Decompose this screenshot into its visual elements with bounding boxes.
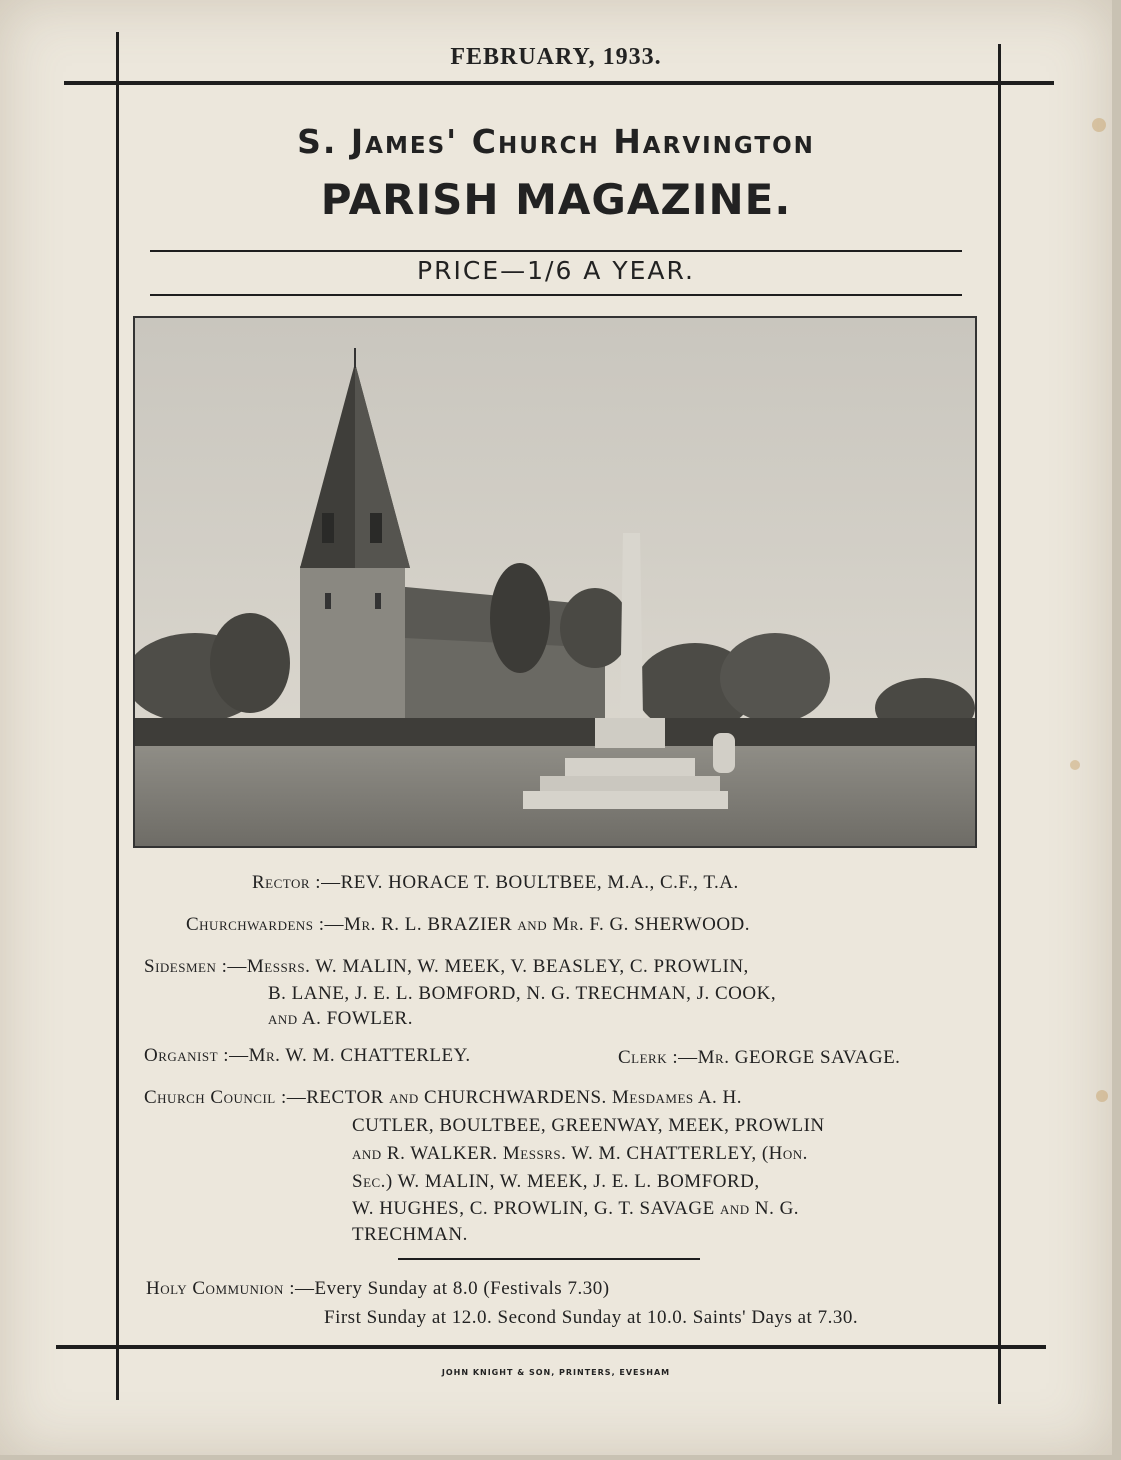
rector-line: [252, 872, 739, 894]
churchwardens-line: [186, 914, 750, 936]
rector-value: REV. HORACE T. BOULTBEE, M.A., C.F., T.A.: [340, 872, 739, 893]
council-text-1: RECTOR and CHURCHWARDENS. Mesdames A. H.: [306, 1087, 743, 1108]
communion-line-1: [146, 1278, 610, 1300]
clerk-label: Clerk :—: [618, 1047, 698, 1068]
communion-text-2: First Sunday at 12.0. Second Sunday at 10.0. Saints' Days at 7.30.: [324, 1307, 859, 1328]
sidesmen-label: Sidesmen :—: [144, 956, 247, 977]
council-text-5: W. HUGHES, C. PROWLIN, G. T. SAVAGE and N. G.: [352, 1198, 800, 1219]
council-text-4: Sec.) W. MALIN, W. MEEK, J. E. L. BOMFORD,: [352, 1171, 760, 1192]
communion-label: Holy Communion :—: [146, 1278, 315, 1299]
rector-label: Rector :—: [252, 872, 341, 893]
clerk-value: Mr. GEORGE SAVAGE.: [697, 1047, 901, 1068]
right-vertical-rule: [998, 44, 1001, 1404]
paper-stain: [1096, 1090, 1108, 1102]
magazine-title: PARISH MAGAZINE.: [320, 175, 792, 224]
printer-imprint: JOHN KNIGHT & SON, PRINTERS, EVESHAM: [441, 1368, 671, 1377]
council-text-6: TRECHMAN.: [352, 1224, 468, 1245]
communion-text-1: Every Sunday at 8.0 (Festivals 7.30): [314, 1278, 610, 1299]
churchwardens-label: Churchwardens :—: [186, 914, 345, 935]
clerk-line: [618, 1047, 900, 1069]
left-vertical-rule: [116, 32, 119, 1400]
church-photograph: [133, 316, 977, 848]
church-name: S. James' Church Harvington: [297, 122, 815, 161]
sidesmen-names-1: Messrs. W. MALIN, W. MEEK, V. BEASLEY, C. PROWLIN,: [246, 956, 749, 977]
sidesmen-names-2: B. LANE, J. E. L. BOMFORD, N. G. TRECHMAN, J. COOK,: [268, 983, 777, 1004]
paper-stain: [1070, 760, 1080, 770]
organist-line: [144, 1045, 471, 1067]
bottom-horizontal-rule: [56, 1345, 1046, 1349]
council-line-1: [144, 1087, 742, 1109]
price-rule-bottom: [150, 294, 962, 296]
church-photo-illustration: [135, 318, 975, 846]
section-divider: [398, 1258, 700, 1260]
council-text-2: CUTLER, BOULTBEE, GREENWAY, MEEK, PROWLIN: [352, 1115, 825, 1136]
top-horizontal-rule: [64, 81, 1054, 85]
issue-date: FEBRUARY, 1933.: [450, 44, 662, 70]
price-rule-top: [150, 250, 962, 252]
council-text-3: and R. WALKER. Messrs. W. M. CHATTERLEY, (Hon.: [352, 1143, 808, 1164]
council-label: Church Council :—: [144, 1087, 307, 1108]
organist-label: Organist :—: [144, 1045, 249, 1066]
organist-value: Mr. W. M. CHATTERLEY.: [248, 1045, 471, 1066]
sidesmen-names-3: and A. FOWLER.: [268, 1008, 413, 1029]
churchwardens-value: Mr. R. L. BRAZIER and Mr. F. G. SHERWOOD.: [344, 914, 751, 935]
sidesmen-line-1: [144, 956, 749, 978]
price-line: PRICE—1/6 A YEAR.: [417, 256, 695, 285]
